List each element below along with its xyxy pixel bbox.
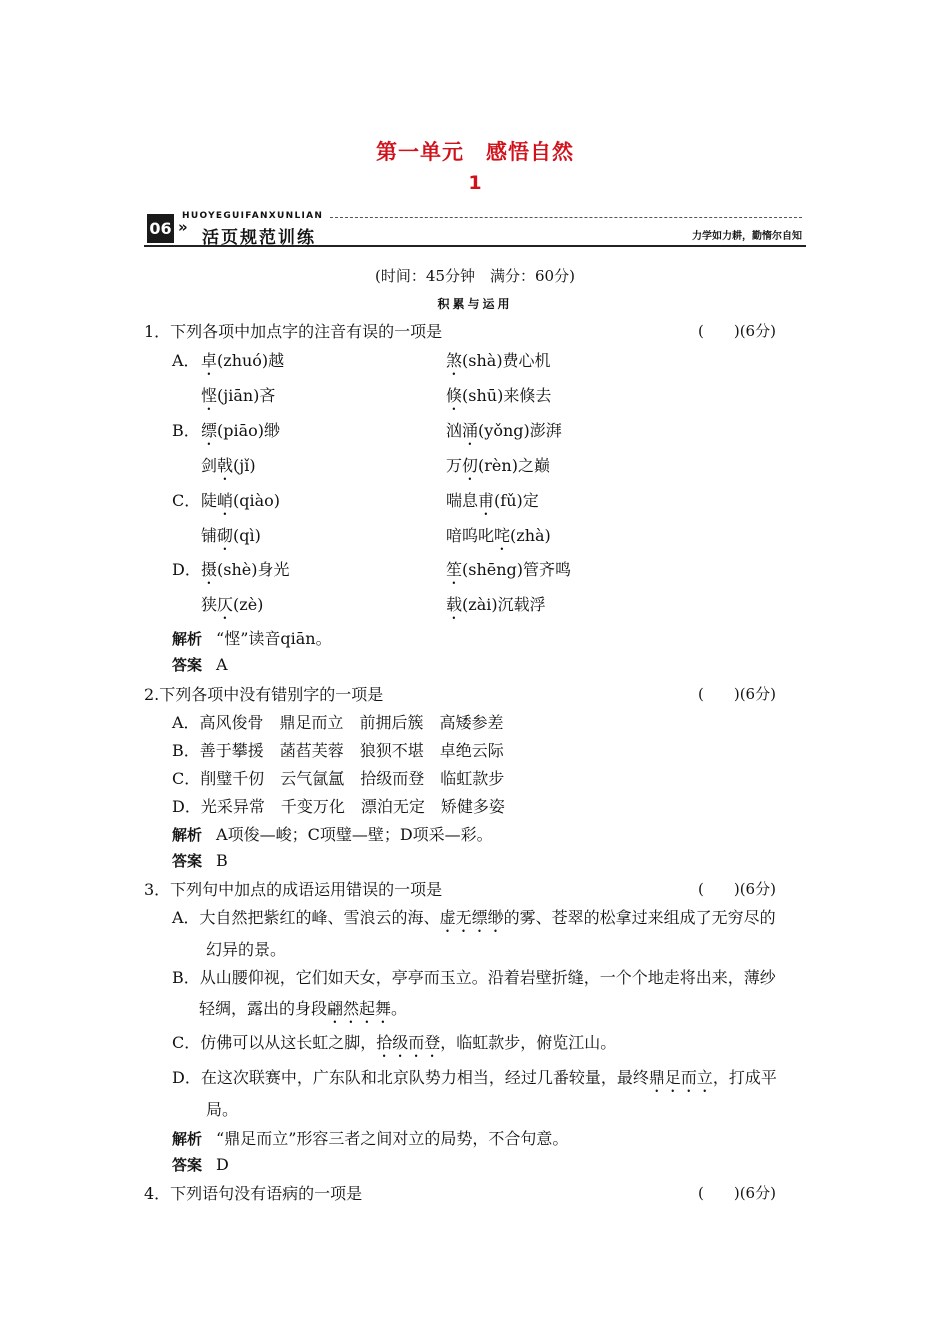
q2-stem: 2.下列各项中没有错别字的一项是 [144, 685, 384, 704]
q3-answer: 答案 D [172, 1155, 229, 1174]
q1-b-item-4: 万仞(rèn)之巅 [446, 456, 550, 475]
banner-dashed-line [330, 217, 802, 218]
q1-b-item-1: 缥(piāo)缈 [201, 421, 281, 440]
q3-stem: 3．下列句中加点的成语运用错误的一项是 [144, 880, 443, 899]
q1-stem: 1．下列各项中加点字的注音有误的一项是 [144, 322, 443, 341]
banner-badge: 06 [147, 214, 174, 243]
banner-underline [144, 245, 806, 247]
q2-answer: 答案 B [172, 851, 228, 870]
q1-a-item-3: 悭(jiān)吝 [201, 386, 276, 405]
q1-c-item-2: 喘息甫(fǔ)定 [446, 491, 539, 510]
lesson-number: 1 [468, 172, 482, 194]
q1-answer: 答案 A [172, 655, 228, 674]
banner-name: 活页规范训练 [202, 228, 316, 248]
q3-option-a-line2: 幻异的景。 [206, 940, 287, 959]
q3-option-d: D．在这次联赛中，广东队和北京队势力相当，经过几番较量，最终鼎足而立，打成平 [172, 1068, 777, 1087]
section-title: 积累与运用 [437, 297, 513, 311]
q3-option-b: B．从山腰仰视，它们如天女，亭亭而玉立。沿着岩壁折缝，一个个地走将出来，薄纱 [172, 968, 776, 987]
training-banner [144, 210, 806, 248]
q2-option-d: D．光采异常 千变万化 漂泊无定 矫健多姿 [172, 797, 505, 816]
q3-analysis: 解析 “鼎足而立”形容三者之间对立的局势，不合句意。 [172, 1129, 569, 1148]
q1-score: ( )(6分) [698, 322, 776, 340]
q1-a-item-4: 倏(shū)来倏去 [446, 386, 552, 405]
q1-c-item-3: 铺砌(qì) [201, 526, 261, 545]
q1-option-c-label: C． [172, 491, 201, 510]
q2-option-b: B．善于攀援 菡萏芙蓉 狼狈不堪 卓绝云际 [172, 741, 504, 760]
q1-b-item-3: 剑戟(jǐ) [201, 456, 256, 475]
q1-a-item-1: 卓(zhuó)越 [201, 351, 285, 370]
q1-option-b-label: B． [172, 421, 200, 440]
time-note: (时间：45分钟 满分：60分) [375, 267, 575, 285]
chevron-icon: » [178, 218, 188, 236]
q1-b-item-2: 汹涌(yǒng)澎湃 [446, 421, 562, 440]
banner-pinyin: HUOYEGUIFANXUNLIAN [182, 211, 324, 221]
q2-option-a: A．高风俊骨 鼎足而立 前拥后簇 高矮参差 [172, 713, 504, 732]
q1-d-item-1: 摄(shè)身光 [201, 560, 290, 579]
q1-a-item-2: 煞(shà)费心机 [446, 351, 551, 370]
q1-d-item-4: 载(zài)沉载浮 [446, 595, 546, 614]
q4-stem: 4．下列语句没有语病的一项是 [144, 1184, 363, 1203]
q2-score: ( )(6分) [698, 685, 776, 703]
q3-option-c: C．仿佛可以从这长虹之脚，拾级而登，临虹款步，俯览江山。 [172, 1033, 617, 1052]
unit-title: 第一单元 感悟自然 [376, 140, 574, 164]
q1-d-item-3: 狭仄(zè) [201, 595, 264, 614]
q1-c-item-4: 喑呜叱咤(zhà) [446, 526, 551, 545]
q3-option-d-line2: 局。 [206, 1100, 239, 1119]
q2-option-c: C．削璧千仞 云气氤氲 拾级而登 临虹款步 [172, 769, 505, 788]
q3-score: ( )(6分) [698, 880, 776, 898]
q4-score: ( )(6分) [698, 1184, 776, 1202]
q1-option-d-label: D． [172, 560, 201, 579]
q3-option-b-line2: 轻绸，露出的身段翩然起舞。 [199, 999, 408, 1018]
q1-d-item-2: 笙(shēng)管齐鸣 [446, 560, 572, 579]
q1-c-item-1: 陡峭(qiào) [201, 491, 281, 510]
q1-option-a-label: A． [172, 351, 200, 370]
q1-analysis: 解析 “悭”读音qiān。 [172, 629, 332, 648]
banner-motto: 力学如力耕，勤惰尔自知 [692, 231, 802, 242]
q2-analysis: 解析 A项俊—峻；C项璧—壁；D项采—彩。 [172, 825, 493, 844]
q3-option-a: A．大自然把紫红的峰、雪浪云的海、虚无缥缈的雾、苍翠的松拿过来组成了无穷尽的 [172, 908, 776, 927]
